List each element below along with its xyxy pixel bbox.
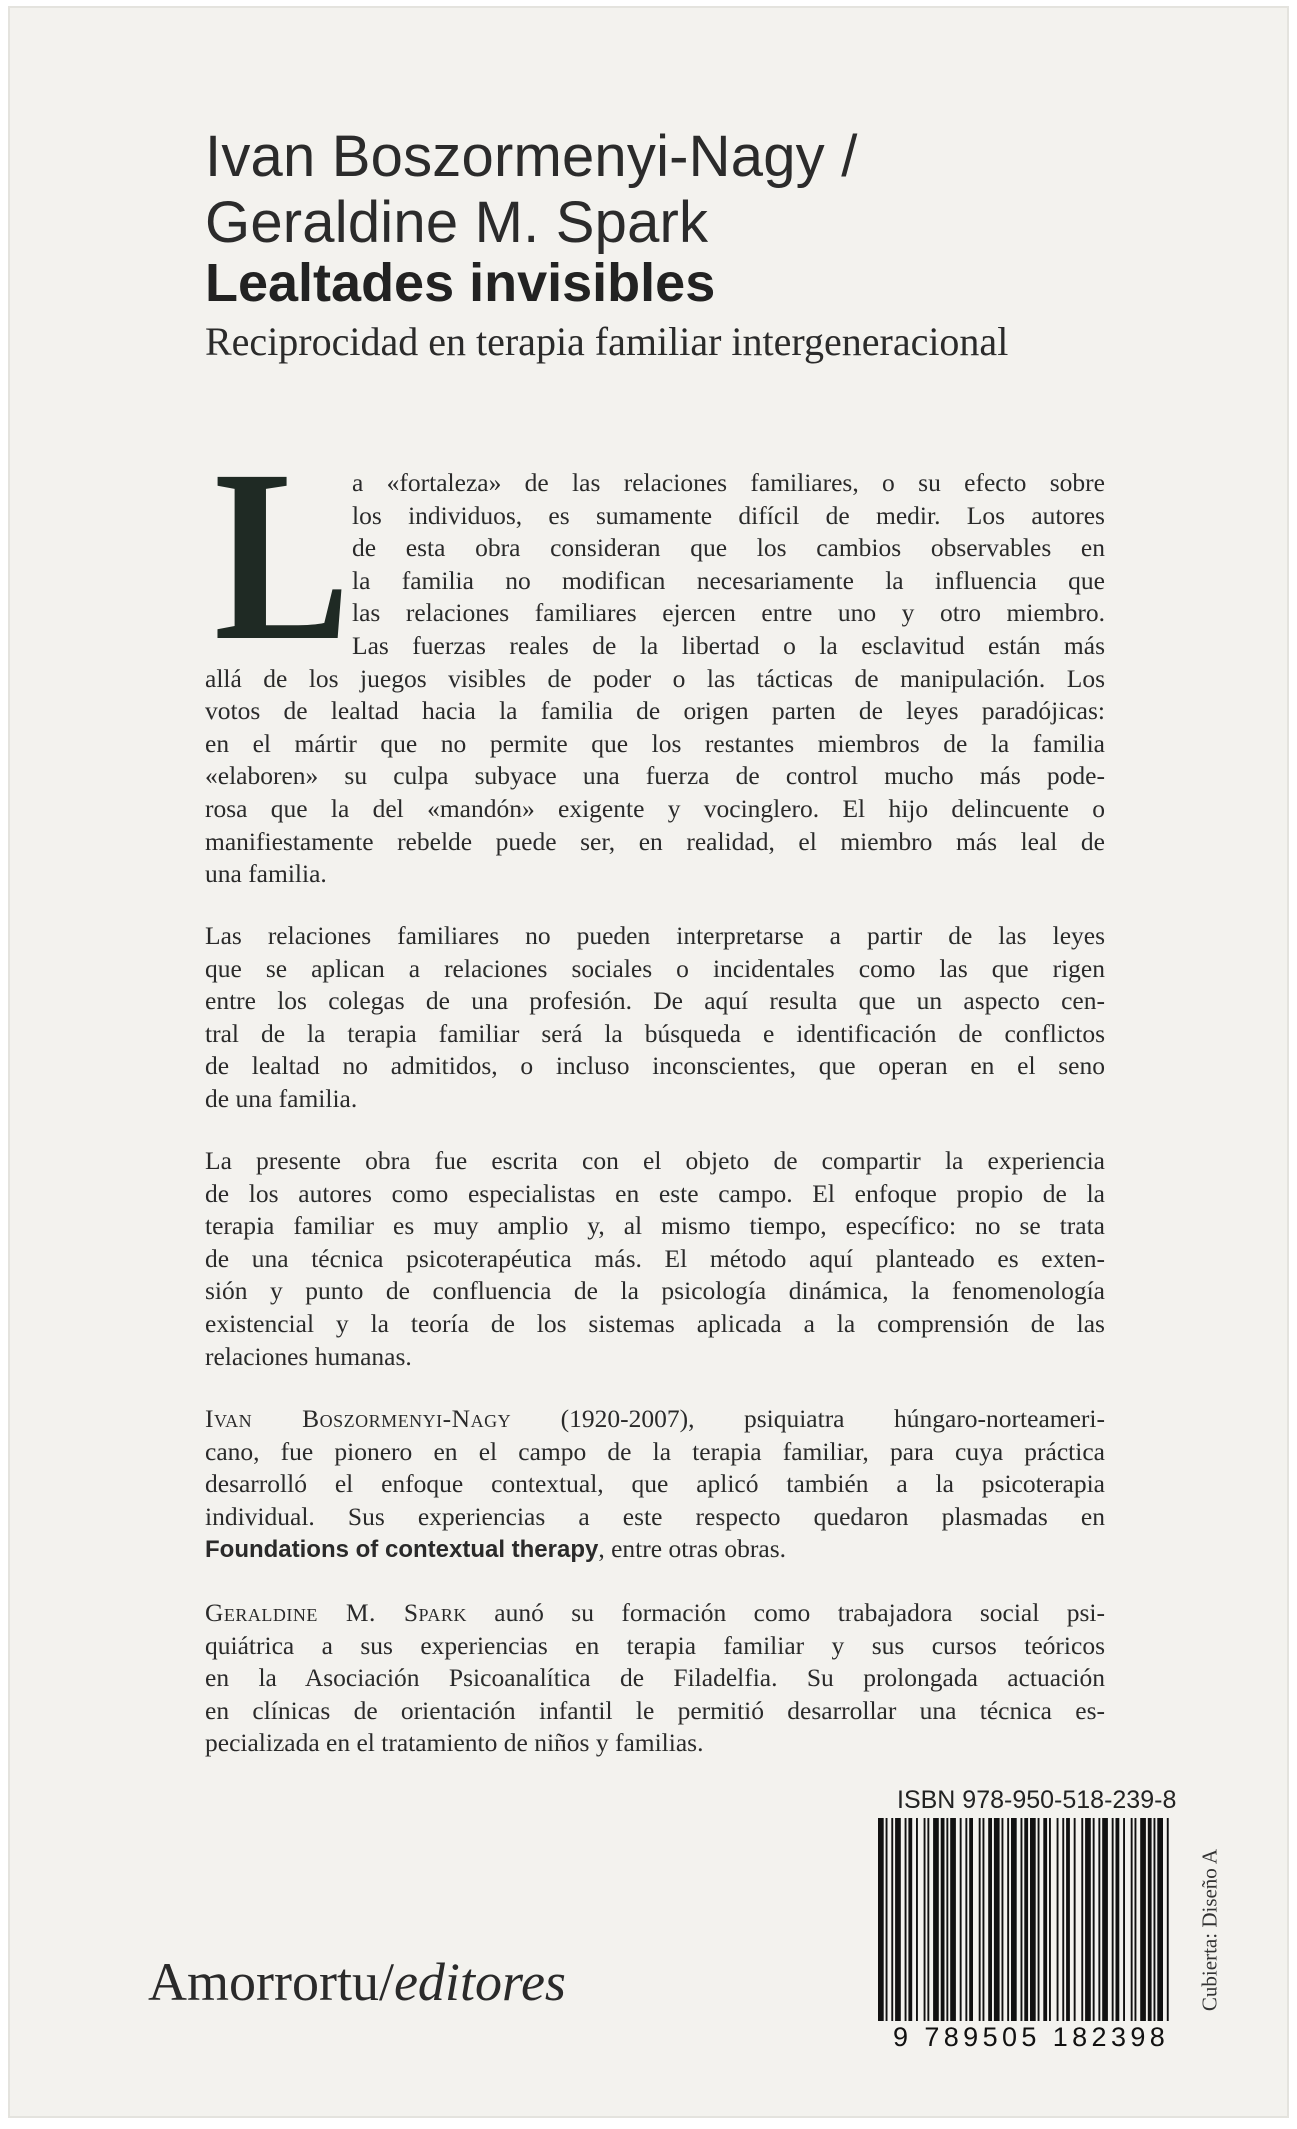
publisher-name: Amorrortu: [148, 1952, 379, 2012]
paragraph-1: [205, 467, 1105, 891]
text-line: rosa que la del «mandón» exigente y vocinglero. El hijo delincuente o: [205, 793, 1105, 823]
barcode-bar: [988, 1818, 992, 2021]
barcode-bar: [1112, 1818, 1114, 2021]
barcode-bar: [1098, 1818, 1100, 2021]
text-line: quiátrica a sus experiencias en terapia familiar y sus cursos teóricos: [205, 1630, 1105, 1660]
barcode-bar: [908, 1818, 912, 2021]
author-line-1: Ivan Boszormenyi-Nagy /: [205, 124, 858, 189]
text-line: una familia.: [205, 859, 327, 889]
barcode-bar: [1148, 1818, 1152, 2021]
text-line: las relaciones familiares ejercen entre uno y otro miembro.: [352, 598, 1105, 628]
barcode-bar: [1011, 1818, 1017, 2021]
barcode-bar: [1007, 1818, 1009, 2021]
text-line: individual. Sus experiencias a este respecto quedaron plasmadas en: [205, 1501, 1105, 1531]
text-fragment: aunó su formación como trabajadora social psi-: [466, 1598, 1105, 1627]
barcode-bar: [1074, 1818, 1076, 2021]
author-name-smallcaps: Geraldine M. Spark: [205, 1598, 467, 1627]
text-line: votos de lealtad hacia la familia de origen parten de leyes paradójicas:: [205, 696, 1105, 726]
text-line: en clínicas de orientación infantil le permitió desarrollar una técnica es-: [205, 1695, 1105, 1725]
publisher-slash: /: [378, 1952, 394, 2012]
text-line: de una familia.: [205, 1083, 358, 1113]
barcode-bar: [1049, 1818, 1051, 2021]
barcode-bar: [1021, 1818, 1023, 2021]
book-subtitle: Reciprocidad en terapia familiar intergeneracional: [205, 319, 1009, 364]
text-line: Las fuerzas reales de la libertad o la esclavitud están más: [352, 630, 1105, 660]
barcode-bar: [941, 1818, 945, 2021]
text-line: [205, 1597, 1105, 1630]
paragraph-3: [205, 1145, 1105, 1373]
barcode-icon: [870, 1818, 1180, 2021]
paragraph-2: [205, 920, 1105, 1116]
text-line: Las relaciones familiares no pueden interpretarse a partir de las leyes: [205, 921, 1105, 950]
barcode-bar: [969, 1818, 973, 2021]
barcode-bar: [983, 1818, 985, 2021]
text-line: terapia familiar es muy amplio y, al mismo tiempo, específico: no se trata: [205, 1211, 1105, 1241]
barcode-bar: [960, 1818, 962, 2021]
text-line: en el mártir que no permite que los restantes miembros de la familia: [205, 728, 1105, 758]
text-line: [205, 1533, 1105, 1567]
barcode-bar: [1081, 1818, 1083, 2021]
barcode-bar: [1140, 1818, 1146, 2021]
barcode-bar: [1066, 1818, 1070, 2021]
barcode-bar: [1116, 1818, 1120, 2021]
author-name-smallcaps: Ivan Boszormenyi-Nagy: [205, 1404, 512, 1433]
text-line: entre los colegas de una profesión. De aquí resulta que un aspecto cen-: [205, 986, 1105, 1016]
text-line: pecializada en el tratamiento de niños y familias.: [205, 1728, 704, 1758]
barcode-digits: 9 789505 182398: [893, 2022, 1170, 2052]
barcode-bar: [891, 1818, 893, 2021]
barcode-bar: [905, 1818, 907, 2021]
text-line: «elaboren» su culpa subyace una fuerza de control mucho más pode-: [205, 761, 1105, 791]
text-line: de los autores como especialistas en este campo. El enfoque propio de la: [205, 1178, 1105, 1208]
barcode-bar: [895, 1818, 901, 2021]
barcode-bar: [916, 1818, 918, 2021]
barcode-bar: [946, 1818, 948, 2021]
book-title: Lealtades invisibles: [205, 253, 716, 313]
text-line: los individuos, es sumamente difícil de medir. Los autores: [352, 500, 1105, 530]
text-line: manifiestamente rebelde puede ser, en realidad, el miembro más leal de: [205, 826, 1105, 856]
text-line: allá de los juegos visibles de poder o las tácticas de manipulación. Los: [205, 663, 1105, 693]
barcode-bar: [965, 1818, 967, 2021]
text-line: de esta obra consideran que los cambios observables en: [352, 533, 1105, 563]
barcode-bar: [1024, 1818, 1028, 2021]
barcode-bar: [1093, 1818, 1095, 2021]
author-bio-spark: [205, 1597, 1105, 1760]
barcode-bar: [1167, 1818, 1169, 2021]
text-line: en la Asociación Psicoanalítica de Filadelfia. Su prolongada actuación: [205, 1663, 1105, 1693]
drop-cap-glyph: L: [214, 420, 350, 692]
barcode-bar: [950, 1818, 956, 2021]
text-line: a «fortaleza» de las relaciones familiares, o su efecto sobre: [352, 468, 1105, 497]
text-line: desarrolló el enfoque contextual, que aplicó también a la psicoterapia: [205, 1469, 1105, 1499]
text-fragment: (1920-2007), psiquiatra húngaro-norteameri-: [511, 1404, 1105, 1433]
text-line: cano, fue pionero en el campo de la terapia familiar, para cuya práctica: [205, 1436, 1105, 1466]
text-line: existencial y la teoría de los sistemas aplicada a la comprensión de las: [205, 1308, 1105, 1338]
barcode-bar: [933, 1818, 939, 2021]
barcode-bar: [1062, 1818, 1064, 2021]
text-fragment: , entre otras obras.: [598, 1534, 786, 1564]
text-line: La presente obra fue escrita con el objeto de compartir la experiencia: [205, 1146, 1105, 1175]
barcode-bar: [878, 1818, 884, 2021]
book-reference: Foundations of contextual therapy: [205, 1536, 599, 1564]
barcode-bar: [927, 1818, 929, 2021]
barcode-bar: [1043, 1818, 1047, 2021]
barcode-bar: [1038, 1818, 1040, 2021]
cover-credit-text: Cubierta: Diseño A: [1197, 1848, 1222, 2012]
barcode-bar: [1102, 1818, 1108, 2021]
text-line: relaciones humanas.: [205, 1341, 412, 1371]
text-line: [205, 1403, 1105, 1436]
barcode-bar: [979, 1818, 981, 2021]
barcode-bar: [1131, 1818, 1133, 2021]
text-line: sión y punto de confluencia de la psicología dinámica, la fenomenología: [205, 1276, 1105, 1306]
barcode-bar: [1057, 1818, 1059, 2021]
barcode-bar: [924, 1818, 926, 2021]
cover-credit: [1193, 1830, 1227, 2030]
barcode-bar: [994, 1818, 1000, 2021]
barcode-bar: [886, 1818, 888, 2021]
barcode-bar: [1154, 1818, 1156, 2021]
barcode-bar: [1002, 1818, 1004, 2021]
author-bio-boszormenyi-nagy: [205, 1403, 1105, 1567]
barcode-bar: [1030, 1818, 1036, 2021]
publisher-suffix: editores: [393, 1952, 566, 2012]
text-line: de una técnica psicoterapéutica más. El método aquí planteado es exten-: [205, 1243, 1105, 1273]
barcode-bar: [1135, 1818, 1137, 2021]
author-line-2: Geraldine M. Spark: [205, 190, 709, 255]
barcode-bar: [1123, 1818, 1125, 2021]
isbn-label: ISBN 978-950-518-239-8: [897, 1786, 1177, 1814]
barcode-bar: [1085, 1818, 1091, 2021]
barcode-bar: [1157, 1818, 1163, 2021]
text-line: que se aplican a relaciones sociales o incidentales como las que rigen: [205, 953, 1105, 983]
publisher-logo: [148, 1952, 566, 2012]
text-line: tral de la terapia familiar será la búsqueda e identificación de conflictos: [205, 1018, 1105, 1048]
text-line: de lealtad no admitidos, o incluso inconscientes, que operan en el seno: [205, 1051, 1105, 1081]
text-line: la familia no modifican necesariamente la influencia que: [352, 565, 1105, 595]
